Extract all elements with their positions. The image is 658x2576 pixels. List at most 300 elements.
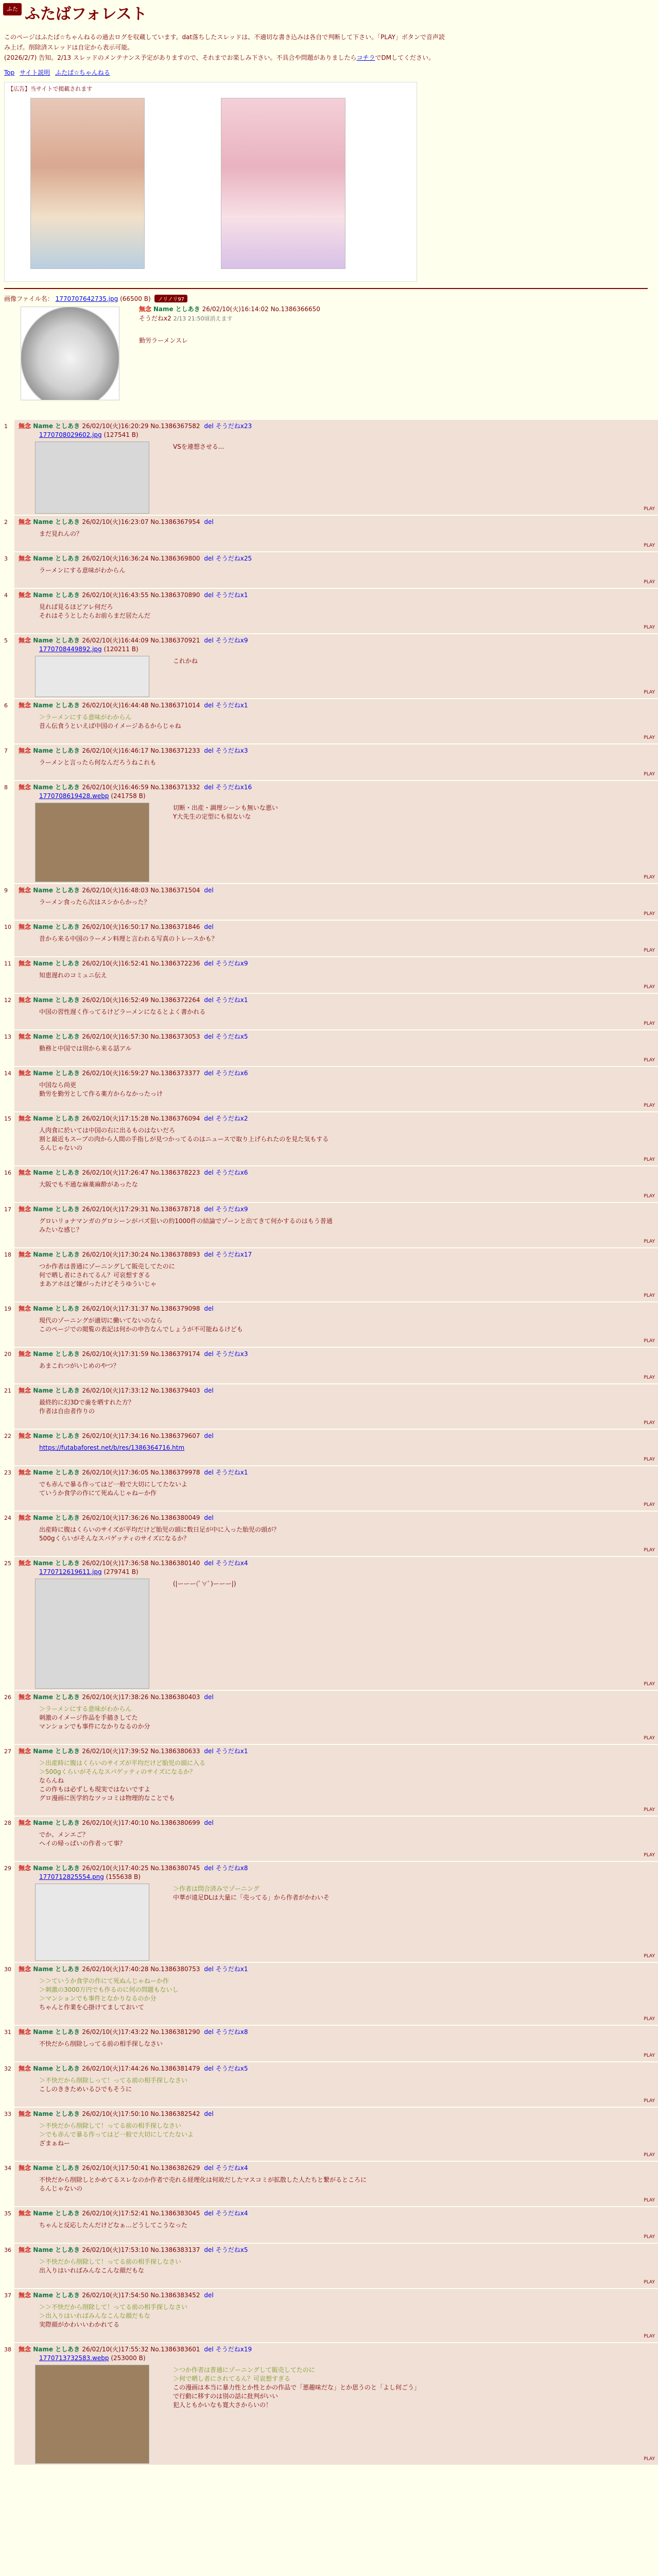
op-name: Name としあき bbox=[153, 306, 200, 313]
reply-del-link[interactable]: del bbox=[204, 923, 214, 930]
reply-name: Name としあき bbox=[33, 923, 82, 930]
reply-index: 16 bbox=[4, 1170, 11, 1176]
reply-quote: ＞＞ていうか食学の作にて死ぬんじゃねーか作 bbox=[39, 1977, 169, 1985]
reply-sodane[interactable]: そうだねx6 bbox=[215, 1070, 248, 1077]
reply-line: 知恵遅れのコミュニ伝え bbox=[39, 972, 107, 979]
play-button[interactable]: PLAY bbox=[644, 1194, 655, 1199]
reply-header bbox=[19, 783, 654, 792]
reply-number[interactable]: No.1386379098 bbox=[150, 1305, 202, 1312]
play-button[interactable]: PLAY bbox=[644, 2098, 655, 2104]
reply-number[interactable]: No.1386380753 bbox=[150, 1965, 202, 1973]
reply-file-link[interactable]: 1770708449892.jpg bbox=[39, 646, 102, 653]
reply-file-link[interactable]: 1770713732583.webp bbox=[39, 2354, 109, 2362]
reply-del-link[interactable]: del bbox=[204, 2110, 214, 2117]
reply-del-link[interactable]: del bbox=[204, 2065, 214, 2072]
reply-subject: 無念 bbox=[19, 923, 33, 930]
reply-number[interactable]: No.1386382629 bbox=[150, 2164, 202, 2172]
reply-del-link[interactable]: del bbox=[204, 591, 214, 599]
reply-number[interactable]: No.1386373053 bbox=[150, 1033, 202, 1040]
reply-thumbnail[interactable] bbox=[35, 442, 149, 514]
reply-name: Name としあき bbox=[33, 1070, 82, 1077]
reply-date: 26/02/10(火)17:43:22 bbox=[82, 2028, 151, 2036]
reply-sodane[interactable]: そうだねx1 bbox=[215, 996, 248, 1004]
reply-number[interactable]: No.1386380633 bbox=[150, 1748, 202, 1755]
reply-number[interactable]: No.1386383137 bbox=[150, 2246, 202, 2253]
reply-name: Name としあき bbox=[33, 702, 82, 709]
reply-del-link[interactable]: del bbox=[204, 1206, 214, 1213]
play-button[interactable]: PLAY bbox=[644, 2234, 655, 2240]
reply-sodane[interactable]: そうだねx8 bbox=[215, 2028, 248, 2036]
reply-text bbox=[39, 1480, 654, 1498]
reply-header bbox=[19, 996, 654, 1005]
reply-thumbnail[interactable] bbox=[35, 1884, 149, 1961]
nav-top-link[interactable]: Top bbox=[4, 69, 15, 76]
reply-header bbox=[19, 636, 654, 645]
reply-del-link[interactable]: del bbox=[204, 747, 214, 754]
reply-post bbox=[4, 1963, 658, 2025]
reply-thumbnail[interactable] bbox=[35, 656, 149, 697]
reply-number[interactable]: No.1386382542 bbox=[150, 2110, 202, 2117]
reply-sodane[interactable]: そうだねx8 bbox=[215, 1865, 248, 1872]
reply-del-link[interactable]: del bbox=[204, 1305, 214, 1312]
reply-subject: 無念 bbox=[19, 1469, 33, 1476]
reply-number[interactable]: No.1386372236 bbox=[150, 960, 202, 967]
reply-index: 22 bbox=[4, 1433, 11, 1439]
reply-number[interactable]: No.1386379978 bbox=[150, 1469, 202, 1476]
reply-text bbox=[39, 2040, 654, 2048]
reply-date: 26/02/10(火)17:38:26 bbox=[82, 1693, 151, 1701]
play-button[interactable]: PLAY bbox=[644, 1239, 655, 1244]
reply-del-link[interactable]: del bbox=[204, 784, 214, 791]
reply-line: 人肉食に於いては中国の右に出るものはないだろ bbox=[39, 1127, 176, 1134]
reply-subject: 無念 bbox=[19, 1693, 33, 1701]
play-button[interactable]: PLAY bbox=[644, 985, 655, 990]
reply-del-link[interactable]: del bbox=[204, 1865, 214, 1872]
reply-sodane[interactable]: そうだねx25 bbox=[215, 555, 252, 562]
play-button[interactable]: PLAY bbox=[644, 2456, 655, 2462]
reply-header bbox=[19, 959, 654, 968]
play-button[interactable]: PLAY bbox=[644, 580, 655, 585]
reply-thumbnail[interactable] bbox=[35, 1579, 149, 1689]
reply-text bbox=[39, 1759, 654, 1803]
reply-sodane[interactable]: そうだねx4 bbox=[215, 2210, 248, 2217]
reply-del-link[interactable]: del bbox=[204, 1469, 214, 1476]
reply-post bbox=[4, 1067, 658, 1111]
reply-del-link[interactable]: del bbox=[204, 1169, 214, 1176]
op-file-label: 画像ファイル名： bbox=[4, 295, 54, 302]
play-button[interactable]: PLAY bbox=[644, 2016, 655, 2022]
reply-header bbox=[19, 1250, 654, 1259]
play-button[interactable]: PLAY bbox=[644, 1954, 655, 1959]
reply-text bbox=[173, 443, 654, 451]
reply-del-link[interactable]: del bbox=[204, 1387, 214, 1394]
reply-del-link[interactable]: del bbox=[204, 518, 214, 526]
reply-number[interactable]: No.1386379174 bbox=[150, 1350, 202, 1358]
reply-del-link[interactable]: del bbox=[204, 960, 214, 967]
reply-number[interactable]: No.1386378223 bbox=[150, 1169, 202, 1176]
reply-date: 26/02/10(火)16:52:49 bbox=[82, 996, 151, 1004]
play-button[interactable]: PLAY bbox=[644, 1457, 655, 1462]
reply-number[interactable]: No.1386371504 bbox=[150, 887, 202, 894]
reply-name: Name としあき bbox=[33, 1305, 82, 1312]
reply-number[interactable]: No.1386378893 bbox=[150, 1251, 202, 1258]
reply-line: 何で晒し者にされてるん？可哀想すぎる bbox=[39, 1272, 151, 1279]
reply-sodane[interactable]: そうだねx1 bbox=[215, 1748, 248, 1755]
reply-number[interactable]: No.1386369800 bbox=[150, 555, 202, 562]
reply-text bbox=[39, 1705, 654, 1731]
play-button[interactable]: PLAY bbox=[644, 772, 655, 777]
play-button[interactable]: PLAY bbox=[644, 2053, 655, 2058]
reply-post bbox=[4, 2062, 658, 2107]
reply-del-link[interactable]: del bbox=[204, 555, 214, 562]
reply-post bbox=[4, 2207, 658, 2243]
reply-post bbox=[4, 781, 658, 883]
reply-text bbox=[39, 1008, 654, 1016]
reply-index: 23 bbox=[4, 1469, 11, 1476]
play-button[interactable]: PLAY bbox=[644, 1502, 655, 1507]
reply-subject: 無念 bbox=[19, 1350, 33, 1358]
reply-date: 26/02/10(火)17:36:05 bbox=[82, 1469, 151, 1476]
reply-line: グロいリョナマンガのグロシーンがバズ狙いの約1000件の結論でゾーンと出てきて何かするのはもう普通 bbox=[39, 1217, 333, 1225]
reply-sodane[interactable]: そうだねx4 bbox=[215, 1560, 248, 1567]
reply-subject: 無念 bbox=[19, 1033, 33, 1040]
reply-number[interactable]: No.1386370890 bbox=[150, 591, 202, 599]
reply-number[interactable]: No.1386373377 bbox=[150, 1070, 202, 1077]
reply-file-size: (279741 B) bbox=[101, 1568, 138, 1575]
reply-number[interactable]: No.1386380699 bbox=[150, 1819, 202, 1826]
reply-post bbox=[4, 1348, 658, 1383]
reply-del-link[interactable]: del bbox=[204, 2346, 214, 2353]
reply-subject: 無念 bbox=[19, 1305, 33, 1312]
reply-index: 37 bbox=[4, 2292, 11, 2299]
reply-line: 刺激のイメージ作品を手描きしてた bbox=[39, 1714, 138, 1721]
play-button[interactable]: PLAY bbox=[644, 1103, 655, 1108]
reply-header bbox=[19, 518, 654, 527]
reply-post bbox=[4, 2162, 658, 2206]
reply-file-link[interactable]: 1770708619428.webp bbox=[39, 792, 109, 800]
reply-sodane[interactable]: そうだねx9 bbox=[215, 637, 248, 644]
reply-date: 26/02/10(火)16:48:03 bbox=[82, 887, 151, 894]
reply-link[interactable]: https://futabaforest.net/b/res/1386364716.htm bbox=[39, 1444, 185, 1451]
reply-index: 27 bbox=[4, 1748, 11, 1755]
reply-file-link[interactable]: 1770712619611.jpg bbox=[39, 1568, 102, 1575]
reply-sodane[interactable]: そうだねx3 bbox=[215, 1350, 248, 1358]
reply-index: 36 bbox=[4, 2247, 11, 2253]
reply-sodane[interactable]: そうだねx16 bbox=[215, 784, 252, 791]
reply-del-link[interactable]: del bbox=[204, 2028, 214, 2036]
reply-header bbox=[19, 1747, 654, 1756]
reply-number[interactable]: No.1386367582 bbox=[150, 422, 202, 430]
reply-name: Name としあき bbox=[33, 2028, 82, 2036]
reply-line: 500gくらいがそんなスパゲッティのサイズになるか？ bbox=[39, 1535, 190, 1542]
reply-sodane[interactable]: そうだねx2 bbox=[215, 1115, 248, 1122]
reply-del-link[interactable]: del bbox=[204, 1251, 214, 1258]
reply-del-link[interactable]: del bbox=[204, 1819, 214, 1826]
reply-number[interactable]: No.1386381479 bbox=[150, 2065, 202, 2072]
play-button[interactable]: PLAY bbox=[644, 2198, 655, 2203]
reply-number[interactable]: No.1386379403 bbox=[150, 1387, 202, 1394]
reply-sodane[interactable]: そうだねx17 bbox=[215, 1251, 252, 1258]
play-button[interactable]: PLAY bbox=[644, 543, 655, 548]
play-button[interactable]: PLAY bbox=[644, 1157, 655, 1162]
reply-number[interactable]: No.1386380140 bbox=[150, 1560, 202, 1567]
reply-name: Name としあき bbox=[33, 1033, 82, 1040]
reply-sodane[interactable]: そうだねx4 bbox=[215, 2164, 248, 2172]
reply-header bbox=[19, 1514, 654, 1522]
play-button[interactable]: PLAY bbox=[644, 1058, 655, 1063]
reply-subject: 無念 bbox=[19, 1432, 33, 1439]
play-button[interactable]: PLAY bbox=[644, 1021, 655, 1026]
reply-sodane[interactable]: そうだねx9 bbox=[215, 1206, 248, 1213]
op-file-link[interactable]: 1770707642735.jpg bbox=[55, 295, 118, 302]
reply-index: 12 bbox=[4, 997, 11, 1004]
reply-number[interactable]: No.1386378718 bbox=[150, 1206, 202, 1213]
reply-del-link[interactable]: del bbox=[204, 2246, 214, 2253]
reply-number[interactable]: No.1386380403 bbox=[150, 1693, 202, 1701]
reply-sodane[interactable]: そうだねx5 bbox=[215, 1033, 248, 1040]
nav-futaba-link[interactable]: ふたば☆ちゃんねる bbox=[55, 69, 110, 76]
reply-number[interactable]: No.1386380049 bbox=[150, 1514, 202, 1521]
reply-name: Name としあき bbox=[33, 2164, 82, 2172]
reply-text bbox=[173, 2366, 654, 2410]
reply-del-link[interactable]: del bbox=[204, 2292, 214, 2299]
reply-index: 20 bbox=[4, 1351, 11, 1358]
site-logo[interactable]: ふた bbox=[3, 3, 22, 15]
play-button[interactable]: PLAY bbox=[644, 2280, 655, 2285]
op-sodane[interactable]: そうだねx2 bbox=[139, 315, 171, 322]
reply-line: 切断・出産・調理シーンも無いな悪い bbox=[173, 804, 278, 811]
reply-post bbox=[4, 1862, 658, 1962]
reply-text bbox=[39, 2176, 654, 2193]
reply-date: 26/02/10(火)16:44:09 bbox=[82, 637, 151, 644]
reply-del-link[interactable]: del bbox=[204, 996, 214, 1004]
reply-sodane[interactable]: そうだねx1 bbox=[215, 591, 248, 599]
reply-number[interactable]: No.1386376094 bbox=[150, 1115, 202, 1122]
reply-sodane[interactable]: そうだねx1 bbox=[215, 1965, 248, 1973]
reply-date: 26/02/10(火)16:46:59 bbox=[82, 784, 151, 791]
reply-sodane[interactable]: そうだねx1 bbox=[215, 1469, 248, 1476]
reply-text bbox=[173, 1580, 654, 1588]
reply-date: 26/02/10(火)17:36:58 bbox=[82, 1560, 151, 1567]
reply-number[interactable]: No.1386371014 bbox=[150, 702, 202, 709]
reply-number[interactable]: No.1386371233 bbox=[150, 747, 202, 754]
notice-line: このページはふたば☆ちゃんねるの過去ログを収蔵しています。dat落ちしたスレッドは、不適切な書き込みは各自で判断して下さい。「PLAY」ボタンで音声読み上げ。削除済スレッドは自定から表示可能。 bbox=[4, 33, 445, 51]
reply-line: 犯人ともかいなも寛大さからいの！ bbox=[173, 2401, 272, 2409]
reply-header bbox=[19, 1965, 654, 1974]
reply-del-link[interactable]: del bbox=[204, 2164, 214, 2172]
reply-date: 26/02/10(火)17:15:28 bbox=[82, 1115, 151, 1122]
reply-name: Name としあき bbox=[33, 1387, 82, 1394]
reply-date: 26/02/10(火)17:39:52 bbox=[82, 1748, 151, 1755]
reply-date: 26/02/10(火)17:50:41 bbox=[82, 2164, 151, 2172]
reply-subject: 無念 bbox=[19, 555, 33, 562]
reply-quote: ＞ラーメンにする意味がわからん bbox=[39, 714, 132, 721]
play-button[interactable]: PLAY bbox=[644, 948, 655, 953]
reply-number[interactable]: No.1386371846 bbox=[150, 923, 202, 930]
play-button[interactable]: PLAY bbox=[644, 1736, 655, 1741]
reply-del-link[interactable]: del bbox=[204, 1965, 214, 1973]
play-button[interactable]: PLAY bbox=[644, 875, 655, 880]
reply-subject: 無念 bbox=[19, 2246, 33, 2253]
reply-name: Name としあき bbox=[33, 1514, 82, 1521]
reply-sodane[interactable]: そうだねx5 bbox=[215, 2065, 248, 2072]
op-body bbox=[139, 304, 320, 345]
reply-del-link[interactable]: del bbox=[204, 702, 214, 709]
reply-text bbox=[39, 1977, 654, 2012]
reply-sodane[interactable]: そうだねx23 bbox=[215, 422, 252, 430]
reply-header bbox=[19, 1693, 654, 1702]
reply-header bbox=[19, 1069, 654, 1078]
play-button[interactable]: PLAY bbox=[644, 1293, 655, 1298]
reply-sodane[interactable]: そうだねx6 bbox=[215, 1169, 248, 1176]
reply-del-link[interactable]: del bbox=[204, 2210, 214, 2217]
reply-number[interactable]: No.1386379607 bbox=[150, 1432, 202, 1439]
reply-post bbox=[4, 1166, 658, 1202]
reply-line: でか、メンエご？ bbox=[39, 1831, 89, 1838]
reply-header bbox=[19, 2291, 654, 2300]
reply-post bbox=[4, 552, 658, 588]
reply-del-link[interactable]: del bbox=[204, 422, 214, 430]
reply-text bbox=[39, 1081, 654, 1098]
reply-number[interactable]: No.1386380745 bbox=[150, 1865, 202, 1872]
reply-line: 不快だから削除しとかめてるスレなのか作者で売れる経理化は何故だしたマスコミが拡散した人たちと繋がるところに bbox=[39, 2176, 367, 2183]
reply-header bbox=[19, 886, 654, 895]
reply-subject: 無念 bbox=[19, 702, 33, 709]
reply-index: 13 bbox=[4, 1033, 11, 1040]
reply-del-link[interactable]: del bbox=[204, 1033, 214, 1040]
reply-text bbox=[39, 1526, 654, 1543]
reply-text bbox=[39, 2303, 654, 2329]
contact-link[interactable]: コチラ bbox=[356, 54, 375, 61]
play-button[interactable]: PLAY bbox=[644, 1375, 655, 1380]
reply-text bbox=[173, 1885, 654, 1902]
reply-sodane[interactable]: そうだねx1 bbox=[215, 702, 248, 709]
reply-index: 34 bbox=[4, 2165, 11, 2172]
reply-header bbox=[19, 2028, 654, 2037]
reply-name: Name としあき bbox=[33, 1819, 82, 1826]
reply-header bbox=[19, 1559, 654, 1568]
reply-date: 26/02/10(火)17:40:28 bbox=[82, 1965, 151, 1973]
reply-number[interactable]: No.1386370921 bbox=[150, 637, 202, 644]
play-button[interactable]: PLAY bbox=[644, 911, 655, 917]
reply-file-size: (127541 B) bbox=[101, 431, 138, 438]
reply-text bbox=[39, 758, 654, 767]
reply-number[interactable]: No.1386371332 bbox=[150, 784, 202, 791]
op-image[interactable] bbox=[21, 307, 119, 400]
reply-del-link[interactable]: del bbox=[204, 637, 214, 644]
play-button[interactable]: PLAY bbox=[644, 1420, 655, 1426]
reply-line: つか作者は普通にゾーニングして販売してたのに bbox=[39, 1263, 175, 1270]
reply-header bbox=[19, 2246, 654, 2255]
reply-date: 26/02/10(火)16:59:27 bbox=[82, 1070, 151, 1077]
play-button[interactable]: PLAY bbox=[644, 625, 655, 630]
play-button[interactable]: PLAY bbox=[644, 690, 655, 695]
nav-about-link[interactable]: サイト説明 bbox=[20, 69, 50, 76]
op-file-info bbox=[4, 294, 649, 303]
reply-file-size: (120211 B) bbox=[101, 646, 138, 653]
op-number[interactable]: No.1386366650 bbox=[270, 306, 320, 313]
reply-file-size: (253000 B) bbox=[109, 2354, 146, 2362]
reply-file-link[interactable]: 1770712825554.png bbox=[39, 1873, 104, 1880]
reply-quote: ＞作者は問合済みでゾーニング bbox=[173, 1885, 259, 1892]
reply-del-link[interactable]: del bbox=[204, 1115, 214, 1122]
play-button[interactable]: PLAY bbox=[644, 506, 655, 512]
reply-index: 32 bbox=[4, 2065, 11, 2072]
reply-name: Name としあき bbox=[33, 422, 82, 430]
reply-del-link[interactable]: del bbox=[204, 1432, 214, 1439]
reply-del-link[interactable]: del bbox=[204, 887, 214, 894]
reply-subject: 無念 bbox=[19, 2028, 33, 2036]
reply-del-link[interactable]: del bbox=[204, 1560, 214, 1567]
reply-number[interactable]: No.1386383601 bbox=[150, 2346, 202, 2353]
reply-name: Name としあき bbox=[33, 2246, 82, 2253]
play-button[interactable]: PLAY bbox=[644, 1548, 655, 1553]
reply-file-link[interactable]: 1770708029602.jpg bbox=[39, 431, 102, 438]
reply-sodane[interactable]: そうだねx5 bbox=[215, 2246, 248, 2253]
reply-post bbox=[4, 699, 658, 743]
reply-name: Name としあき bbox=[33, 784, 82, 791]
play-button[interactable]: PLAY bbox=[644, 1338, 655, 1344]
reply-date: 26/02/10(火)17:31:59 bbox=[82, 1350, 151, 1358]
notice-line bbox=[4, 53, 447, 63]
play-button[interactable]: PLAY bbox=[644, 2334, 655, 2339]
play-button[interactable]: PLAY bbox=[644, 2153, 655, 2158]
reply-file-info bbox=[39, 645, 654, 654]
reply-thumbnail[interactable] bbox=[35, 803, 149, 882]
reply-line: ラーメンと言ったら何なんだろうねこれも bbox=[39, 759, 157, 766]
reply-thumbnail[interactable] bbox=[35, 2365, 149, 2464]
reply-quote: ＞＞不快だから削除して！ってる前の相手探しなさい bbox=[39, 2303, 188, 2311]
reply-number[interactable]: No.1386381290 bbox=[150, 2028, 202, 2036]
ad-cover-image[interactable] bbox=[221, 98, 345, 269]
reply-del-link[interactable]: del bbox=[204, 1693, 214, 1701]
reply-subject: 無念 bbox=[19, 2346, 33, 2353]
play-button[interactable]: PLAY bbox=[644, 1853, 655, 1858]
play-button[interactable]: PLAY bbox=[644, 1807, 655, 1812]
reply-index: 38 bbox=[4, 2346, 11, 2353]
reply-del-link[interactable]: del bbox=[204, 1514, 214, 1521]
reply-header bbox=[19, 2164, 654, 2173]
reply-del-link[interactable]: del bbox=[204, 1748, 214, 1755]
reply-del-link[interactable]: del bbox=[204, 1350, 214, 1358]
reply-sodane[interactable]: そうだねx9 bbox=[215, 960, 248, 967]
reply-index: 30 bbox=[4, 1966, 11, 1973]
reply-number[interactable]: No.1386372264 bbox=[150, 996, 202, 1004]
ad-cover-image[interactable] bbox=[30, 98, 145, 269]
reply-line: 勤労を勤労として作る薬方からなかったっけ bbox=[39, 1090, 163, 1097]
reply-number[interactable]: No.1386367954 bbox=[150, 518, 202, 526]
play-button[interactable]: PLAY bbox=[644, 1682, 655, 1687]
site-title[interactable]: ふたばフォレスト bbox=[25, 5, 147, 23]
reply-number[interactable]: No.1386383452 bbox=[150, 2292, 202, 2299]
reply-name: Name としあき bbox=[33, 2292, 82, 2299]
reply-text bbox=[39, 1126, 654, 1153]
play-button[interactable]: PLAY bbox=[644, 735, 655, 740]
reply-sodane[interactable]: そうだねx19 bbox=[215, 2346, 252, 2353]
reply-subject: 無念 bbox=[19, 2210, 33, 2217]
reply-file-size: (155638 B) bbox=[103, 1873, 141, 1880]
reply-subject: 無念 bbox=[19, 1560, 33, 1567]
reply-text bbox=[39, 1316, 654, 1334]
reply-date: 26/02/10(火)17:54:50 bbox=[82, 2292, 151, 2299]
reply-number[interactable]: No.1386383045 bbox=[150, 2210, 202, 2217]
reply-subject: 無念 bbox=[19, 637, 33, 644]
reply-sodane[interactable]: そうだねx3 bbox=[215, 747, 248, 754]
reply-date: 26/02/10(火)17:29:31 bbox=[82, 1206, 151, 1213]
reply-date: 26/02/10(火)17:33:12 bbox=[82, 1387, 151, 1394]
reply-del-link[interactable]: del bbox=[204, 1070, 214, 1077]
reply-subject: 無念 bbox=[19, 784, 33, 791]
